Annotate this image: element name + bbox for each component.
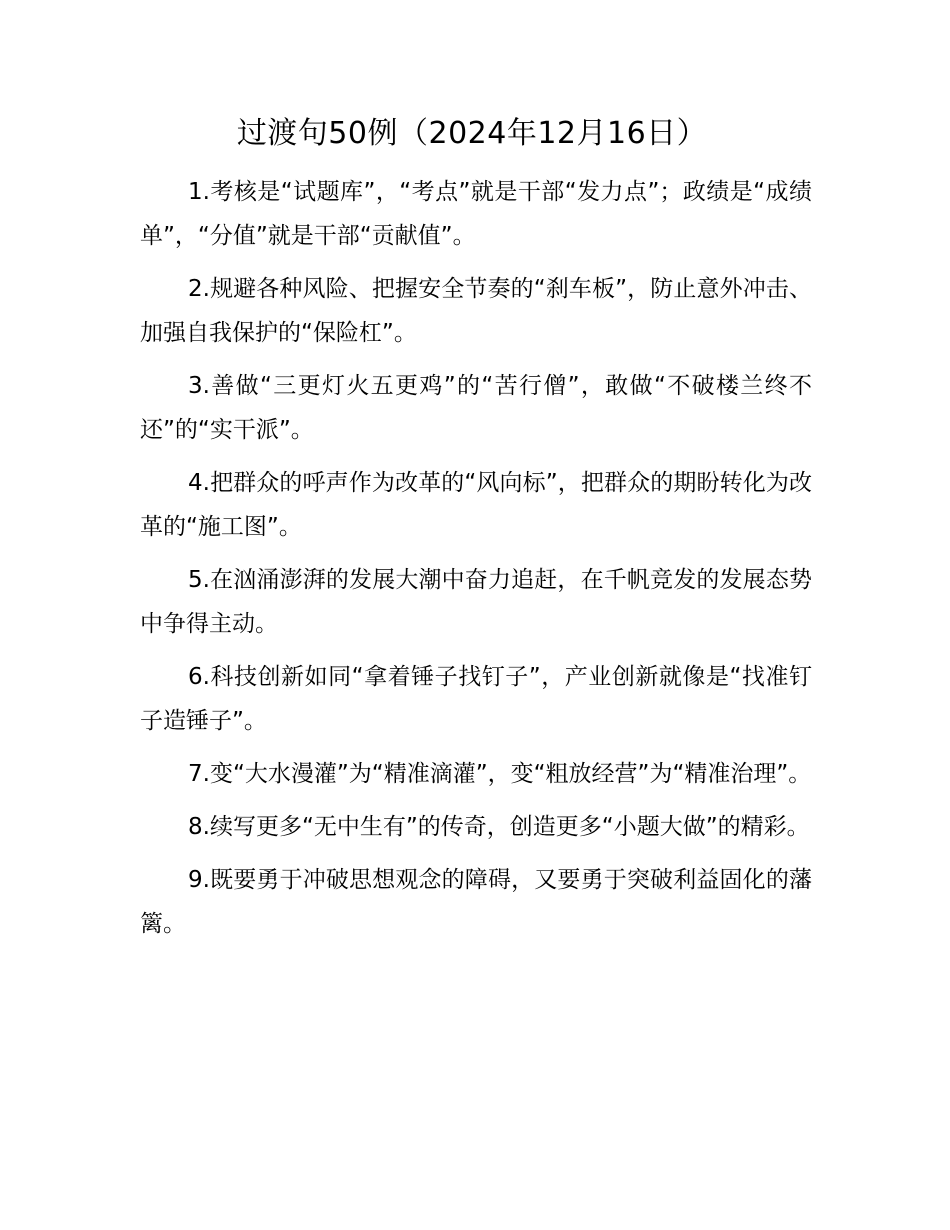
list-item: 1.考核是“试题库”，“考点”就是干部“发力点”；政绩是“成绩单”，“分值”就是干部“贡献值”。 <box>140 179 812 249</box>
list-item: 7.变“大水漫灌”为“精准滴灌”，变“粗放经营”为“精准治理”。 <box>188 761 812 787</box>
list-item: 4.把群众的呼声作为改革的“风向标”，把群众的期盼转化为改革的“施工图”。 <box>140 470 812 540</box>
list-item: 6.科技创新如同“拿着锤子找钉子”，产业创新就像是“找准钉子造锤子”。 <box>140 664 812 734</box>
list-item: 2.规避各种风险、把握安全节奏的“刹车板”，防止意外冲击、加强自我保护的“保险杠”。 <box>140 276 812 346</box>
list-item: 3.善做“三更灯火五更鸡”的“苦行僧”，敢做“不破楼兰终不还”的“实干派”。 <box>140 373 812 443</box>
document-title: 过渡句50例（2024年12月16日） <box>236 116 708 151</box>
list-item: 5.在汹涌澎湃的发展大潮中奋力追赶，在千帆竞发的发展态势中争得主动。 <box>140 567 812 637</box>
document-body <box>140 170 812 955</box>
list-item: 8.续写更多“无中生有”的传奇，创造更多“小题大做”的精彩。 <box>188 814 810 840</box>
list-item: 9.既要勇于冲破思想观念的障碍，又要勇于突破利益固化的藩篱。 <box>140 867 812 937</box>
